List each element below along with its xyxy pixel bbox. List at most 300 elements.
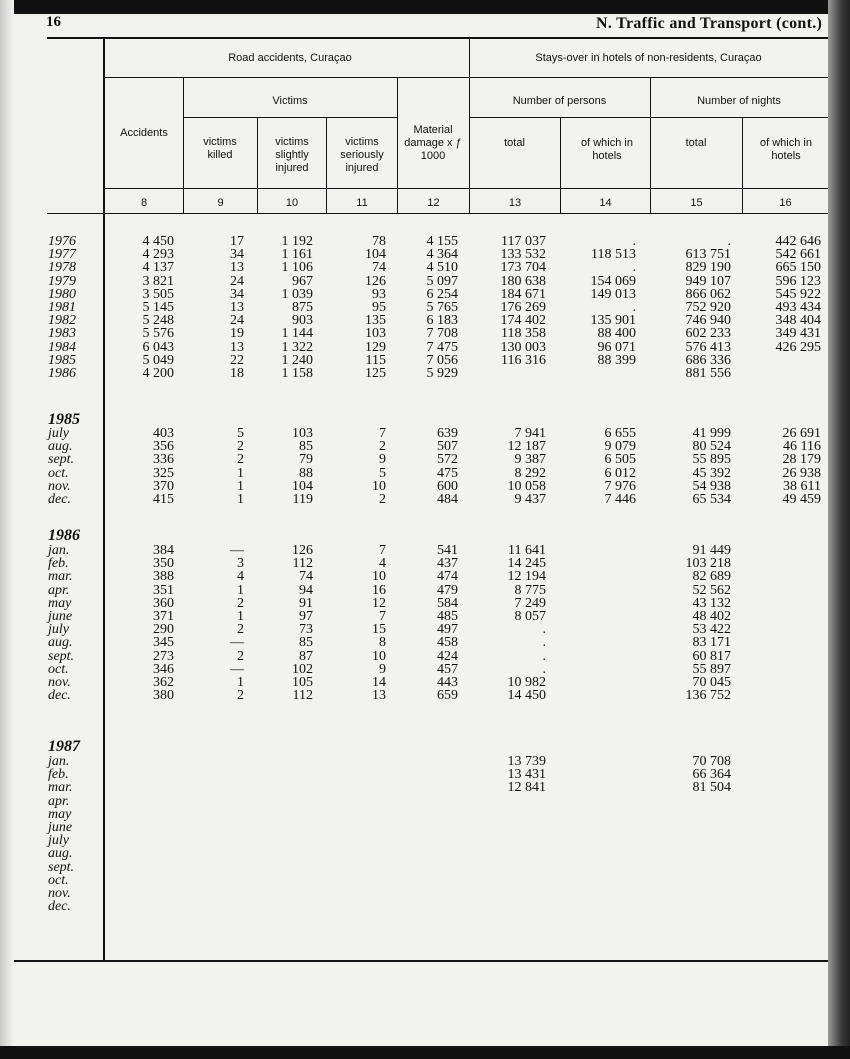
cell-nights-hotels: 426 295 <box>775 339 821 355</box>
cell-seriously-injured: 7 <box>379 426 386 441</box>
cell-nights-hotels: 596 123 <box>775 273 821 289</box>
year-heading-1985: 1985 <box>48 411 80 428</box>
cell-persons-hotels: 6 505 <box>604 452 636 468</box>
cell-nights-total: 54 938 <box>692 478 731 494</box>
cell-persons-total: 117 037 <box>501 234 546 249</box>
cell-damage: 5 097 <box>426 273 458 289</box>
cell-killed: 24 <box>230 273 244 289</box>
cell-persons-hotels: 149 013 <box>590 286 636 302</box>
cell-persons-total: 11 641 <box>508 543 546 558</box>
cell-nights-hotels: 46 116 <box>783 439 821 455</box>
row-label: july <box>48 833 69 849</box>
cell-persons-total: 13 431 <box>507 767 546 783</box>
cell-persons-total: 14 245 <box>507 556 546 572</box>
cell-nights-total: 83 171 <box>692 635 731 651</box>
column-number: 12 <box>427 197 440 209</box>
scan-right-edge <box>828 0 850 1059</box>
cell-killed: 1 <box>237 478 244 494</box>
cell-accidents: 3 505 <box>142 286 174 302</box>
cell-seriously-injured: 4 <box>379 556 386 572</box>
cell-killed: 1 <box>237 582 244 598</box>
cell-killed: 34 <box>230 247 244 263</box>
cell-accidents: 5 248 <box>142 313 174 329</box>
cell-damage: 5 765 <box>426 300 458 315</box>
cell-nights-total: 81 504 <box>692 780 731 796</box>
cell-accidents: 356 <box>153 439 174 455</box>
cell-persons-total: 180 638 <box>500 273 546 289</box>
cell-accidents: 290 <box>153 622 174 638</box>
cell-killed: 22 <box>230 352 244 368</box>
header-material-damage: Material damage x ƒ 1000 <box>404 124 462 162</box>
cell-persons-hotels: 118 513 <box>591 247 636 263</box>
cell-damage: 6 254 <box>426 286 458 302</box>
cell-slightly-injured: 94 <box>299 582 313 598</box>
column-number: 10 <box>285 197 299 209</box>
cell-nights-total: 70 708 <box>692 754 731 769</box>
cell-persons-hotels: . <box>632 234 636 249</box>
row-label: may <box>48 806 72 822</box>
cell-accidents: 360 <box>153 595 174 611</box>
row-label: apr. <box>48 793 70 809</box>
cell-persons-hotels: . <box>632 260 636 276</box>
cell-slightly-injured: 1 144 <box>281 326 313 342</box>
page-number: 16 <box>46 14 61 30</box>
cell-killed: 1 <box>237 609 244 624</box>
cell-persons-hotels: 7 976 <box>604 478 636 494</box>
header-victims: Victims <box>272 95 308 107</box>
row-label: aug. <box>48 439 73 455</box>
cell-accidents: 4 293 <box>142 247 174 263</box>
cell-damage: 7 056 <box>426 352 458 368</box>
header-accidents: Accidents <box>120 127 168 139</box>
cell-persons-hotels: 135 901 <box>590 313 636 329</box>
cell-damage: 541 <box>437 543 458 558</box>
cell-persons-hotels: 9 079 <box>604 439 636 455</box>
cell-persons-total: . <box>542 648 546 664</box>
column-number: 8 <box>140 197 148 209</box>
cell-seriously-injured: 13 <box>372 688 386 704</box>
cell-accidents: 6 043 <box>142 339 174 355</box>
cell-persons-total: 12 841 <box>507 780 546 796</box>
cell-killed: 2 <box>237 688 244 704</box>
row-label: sept. <box>48 859 75 875</box>
row-label: mar. <box>48 780 73 796</box>
cell-persons-hotels: 88 399 <box>597 352 636 368</box>
cell-persons-total: 10 982 <box>507 675 546 690</box>
cell-accidents: 388 <box>153 569 174 585</box>
cell-nights-hotels: 493 434 <box>775 300 821 315</box>
cell-nights-total: 53 422 <box>692 622 731 638</box>
row-label: june <box>48 820 73 835</box>
cell-slightly-injured: 102 <box>292 661 313 677</box>
cell-killed: 2 <box>237 622 244 638</box>
cell-slightly-injured: 1 322 <box>281 339 313 355</box>
row-label: 1980 <box>48 286 76 302</box>
cell-nights-hotels: 26 691 <box>782 426 821 441</box>
cell-persons-hotels: 154 069 <box>590 273 636 289</box>
cell-persons-total: 9 387 <box>514 452 546 468</box>
cell-slightly-injured: 1 106 <box>281 260 313 276</box>
row-label: 1982 <box>48 313 76 329</box>
column-number: 13 <box>508 197 522 209</box>
cell-damage: 497 <box>437 622 458 638</box>
cell-seriously-injured: 5 <box>379 465 386 481</box>
row-label: feb. <box>48 767 69 783</box>
cell-seriously-injured: 115 <box>365 352 386 368</box>
row-label: july <box>48 426 69 441</box>
cell-persons-total: 133 532 <box>500 247 546 263</box>
header-nights: Number of nights <box>697 95 781 107</box>
cell-killed: 19 <box>230 326 244 342</box>
cell-nights-hotels: 542 661 <box>775 247 821 263</box>
cell-nights-total: 866 062 <box>685 286 731 302</box>
row-label: apr. <box>48 582 70 598</box>
row-label: dec. <box>48 492 71 507</box>
cell-slightly-injured: 903 <box>292 313 313 329</box>
cell-slightly-injured: 103 <box>292 426 313 441</box>
row-label: nov. <box>48 886 71 901</box>
cell-killed: 2 <box>237 439 244 455</box>
cell-nights-total: 881 556 <box>685 366 731 381</box>
row-label: oct. <box>48 661 69 677</box>
cell-killed: — <box>230 543 244 558</box>
scan-bottom-border <box>0 1046 850 1059</box>
cell-seriously-injured: 95 <box>372 300 386 315</box>
cell-slightly-injured: 119 <box>292 492 313 507</box>
group-rule <box>104 77 828 78</box>
row-label: oct. <box>48 872 69 888</box>
cell-accidents: 380 <box>153 688 174 704</box>
cell-accidents: 351 <box>153 582 174 598</box>
cell-persons-hotels: 6 655 <box>604 426 636 441</box>
cell-slightly-injured: 85 <box>299 439 313 455</box>
cell-persons-total: 10 058 <box>507 478 546 494</box>
row-label: 1984 <box>48 339 76 355</box>
cell-nights-hotels: 38 611 <box>783 478 821 494</box>
cell-seriously-injured: 8 <box>379 635 386 651</box>
cell-persons-total: 8 057 <box>514 609 546 624</box>
cell-accidents: 5 576 <box>142 326 174 342</box>
cell-damage: 458 <box>437 635 458 651</box>
cell-nights-total: 48 402 <box>692 609 731 624</box>
cell-persons-total: 13 739 <box>507 754 546 769</box>
row-label: 1976 <box>48 234 76 249</box>
cell-persons-total: 173 704 <box>500 260 546 276</box>
cell-slightly-injured: 1 158 <box>281 366 313 381</box>
cell-seriously-injured: 103 <box>365 326 386 342</box>
header-top-rule <box>47 37 828 39</box>
column-number: 11 <box>356 197 368 209</box>
cell-killed: 17 <box>230 234 244 249</box>
cell-persons-total: . <box>542 635 546 651</box>
row-label: sept. <box>48 452 75 468</box>
column-number: 16 <box>779 197 792 209</box>
cell-damage: 474 <box>437 569 458 585</box>
cell-nights-hotels: 49 459 <box>782 492 821 507</box>
cell-seriously-injured: 125 <box>365 366 386 381</box>
cell-accidents: 4 137 <box>142 260 174 276</box>
cell-damage: 443 <box>437 675 458 690</box>
scan-top-border <box>0 0 850 14</box>
stub-rule <box>103 37 105 961</box>
row-label: nov. <box>48 478 71 494</box>
column-number: 14 <box>599 197 612 209</box>
cell-damage: 5 929 <box>426 366 458 381</box>
column-number: 15 <box>690 197 703 209</box>
cell-seriously-injured: 10 <box>372 478 386 494</box>
cell-persons-hotels: . <box>632 300 636 315</box>
row-label: aug. <box>48 846 73 862</box>
cell-accidents: 362 <box>153 675 174 690</box>
cell-damage: 639 <box>437 426 458 441</box>
cell-damage: 4 155 <box>426 234 458 249</box>
cell-nights-total: 80 524 <box>692 439 731 455</box>
cell-persons-total: 116 316 <box>501 352 546 368</box>
row-label: jan. <box>48 754 70 769</box>
row-label: 1986 <box>48 366 76 381</box>
cell-slightly-injured: 104 <box>292 478 313 494</box>
cell-damage: 424 <box>437 648 458 664</box>
cell-seriously-injured: 78 <box>372 234 386 249</box>
cell-seriously-injured: 7 <box>379 609 386 624</box>
cell-killed: 1 <box>237 675 244 690</box>
colnum-rule <box>104 188 828 189</box>
cell-seriously-injured: 104 <box>365 247 386 263</box>
cell-accidents: 325 <box>153 465 174 481</box>
cell-killed: 2 <box>237 452 244 468</box>
cell-slightly-injured: 1 039 <box>281 286 313 302</box>
header-bottom-rule <box>47 213 828 214</box>
cell-seriously-injured: 129 <box>365 339 386 355</box>
cell-nights-hotels: 545 922 <box>775 286 821 302</box>
cell-nights-total: 65 534 <box>692 492 731 507</box>
cell-killed: 1 <box>237 465 244 481</box>
cell-killed: 1 <box>237 492 244 507</box>
cell-slightly-injured: 88 <box>299 465 313 481</box>
cell-damage: 584 <box>437 595 458 611</box>
cell-seriously-injured: 9 <box>379 452 386 468</box>
cell-seriously-injured: 74 <box>372 260 386 276</box>
cell-accidents: 336 <box>153 452 174 468</box>
cell-nights-total: 45 392 <box>692 465 731 481</box>
cell-nights-total: 43 132 <box>692 595 731 611</box>
cell-nights-total: 752 920 <box>685 300 731 315</box>
cell-persons-total: 184 671 <box>500 286 546 302</box>
cell-slightly-injured: 1 161 <box>281 247 313 263</box>
cell-nights-total: 576 413 <box>685 339 731 355</box>
cell-nights-total: 103 218 <box>685 556 731 572</box>
cell-persons-hotels: 6 012 <box>604 465 636 481</box>
cell-slightly-injured: 91 <box>299 595 313 611</box>
cell-seriously-injured: 7 <box>379 543 386 558</box>
cell-slightly-injured: 112 <box>292 556 313 572</box>
cell-killed: 34 <box>230 286 244 302</box>
hotels-sub-rule <box>469 117 828 118</box>
cell-slightly-injured: 97 <box>299 609 313 624</box>
cell-nights-total: 52 562 <box>692 582 731 598</box>
cell-nights-total: 55 895 <box>692 452 731 468</box>
header-persons: Number of persons <box>512 95 607 107</box>
header-slightly-injured: victims slightly injured <box>275 136 309 174</box>
cell-killed: — <box>230 661 244 677</box>
row-label: june <box>48 609 73 624</box>
cell-seriously-injured: 2 <box>379 439 386 455</box>
cell-seriously-injured: 135 <box>365 313 386 329</box>
cell-persons-total: 8 292 <box>514 465 546 481</box>
cell-slightly-injured: 105 <box>292 675 313 690</box>
year-heading-1986: 1986 <box>48 527 80 544</box>
cell-seriously-injured: 16 <box>372 582 386 598</box>
cell-nights-hotels: 28 179 <box>782 452 821 468</box>
cell-nights-hotels: 26 938 <box>782 465 821 481</box>
cell-persons-total: 14 450 <box>507 688 546 704</box>
cell-accidents: 4 200 <box>142 366 174 381</box>
cell-nights-total: . <box>727 234 731 249</box>
cell-nights-total: 60 817 <box>692 648 731 664</box>
header-seriously-injured: victims seriously injured <box>340 136 384 174</box>
cell-killed: — <box>230 635 244 651</box>
cell-killed: 13 <box>230 260 244 276</box>
cell-nights-total: 70 045 <box>692 675 731 690</box>
cell-damage: 4 364 <box>426 247 458 263</box>
cell-nights-total: 91 449 <box>692 543 731 558</box>
header-persons-total: total <box>504 137 525 149</box>
cell-nights-total: 41 999 <box>692 426 731 441</box>
cell-damage: 7 475 <box>426 339 458 355</box>
cell-killed: 2 <box>237 595 244 611</box>
row-label: 1981 <box>48 300 76 315</box>
cell-persons-hotels: 88 400 <box>597 326 636 342</box>
cell-persons-total: . <box>542 622 546 638</box>
cell-damage: 7 708 <box>426 326 458 342</box>
cell-killed: 13 <box>230 339 244 355</box>
cell-persons-total: 12 187 <box>507 439 546 455</box>
cell-killed: 3 <box>237 556 244 572</box>
cell-damage: 479 <box>437 582 458 598</box>
cell-persons-total: 8 775 <box>514 582 546 598</box>
cell-killed: 24 <box>230 313 244 329</box>
row-label: aug. <box>48 635 73 651</box>
row-label: 1978 <box>48 260 76 276</box>
cell-accidents: 3 821 <box>142 273 174 289</box>
cell-slightly-injured: 126 <box>292 543 313 558</box>
cell-killed: 5 <box>237 426 244 441</box>
cell-killed: 13 <box>230 300 244 315</box>
cell-seriously-injured: 15 <box>372 622 386 638</box>
cell-damage: 659 <box>437 688 458 704</box>
cell-accidents: 384 <box>153 543 174 558</box>
cell-damage: 485 <box>437 609 458 624</box>
cell-persons-total: 174 402 <box>500 313 546 329</box>
cell-damage: 437 <box>437 556 458 572</box>
header-hotel-stays: Stays-over in hotels of non-residents, Curaçao <box>535 52 762 64</box>
cell-nights-total: 613 751 <box>685 247 731 263</box>
header-nights-hotels: of which in hotels <box>760 137 812 162</box>
header-killed: victims killed <box>203 136 237 161</box>
cell-persons-total: 9 437 <box>514 492 546 507</box>
cell-nights-total: 55 897 <box>692 661 731 677</box>
cell-accidents: 4 450 <box>142 234 174 249</box>
cell-nights-total: 829 190 <box>685 260 731 276</box>
cell-nights-hotels: 348 404 <box>775 313 821 329</box>
cell-damage: 6 183 <box>426 313 458 329</box>
header-nights-total: total <box>685 137 707 149</box>
header-road-accidents: Road accidents, Curaçao <box>228 52 352 64</box>
col-rule-damage <box>397 77 398 213</box>
cell-damage: 484 <box>437 492 458 507</box>
cell-accidents: 403 <box>153 426 174 441</box>
cell-slightly-injured: 967 <box>292 273 313 289</box>
cell-slightly-injured: 79 <box>299 452 313 468</box>
cell-nights-hotels: 349 431 <box>775 326 821 342</box>
row-label: 1977 <box>48 247 76 263</box>
cell-seriously-injured: 14 <box>372 675 386 690</box>
cell-damage: 457 <box>437 661 458 677</box>
cell-seriously-injured: 10 <box>372 569 386 585</box>
cell-seriously-injured: 126 <box>365 273 386 289</box>
cell-nights-hotels: 442 646 <box>775 234 821 249</box>
cell-persons-total: 118 358 <box>501 326 546 342</box>
cell-persons-total: 12 194 <box>507 569 546 585</box>
cell-slightly-injured: 1 240 <box>281 352 313 368</box>
cell-damage: 572 <box>437 452 458 468</box>
cell-seriously-injured: 93 <box>372 286 386 302</box>
cell-nights-total: 949 107 <box>685 273 731 289</box>
cell-nights-hotels: 665 150 <box>775 260 821 276</box>
cell-damage: 600 <box>437 478 458 494</box>
cell-persons-total: 7 249 <box>514 595 546 611</box>
cell-seriously-injured: 10 <box>372 648 386 664</box>
column-number: 9 <box>217 197 224 209</box>
header-persons-hotels: of which in hotels <box>581 137 633 162</box>
cell-slightly-injured: 85 <box>299 635 313 651</box>
cell-accidents: 415 <box>153 492 174 507</box>
cell-accidents: 350 <box>153 556 174 572</box>
row-label: jan. <box>48 543 70 558</box>
cell-accidents: 370 <box>153 478 174 494</box>
cell-slightly-injured: 87 <box>299 648 313 664</box>
cell-damage: 507 <box>437 439 458 455</box>
row-label: oct. <box>48 465 69 481</box>
cell-persons-hotels: 96 071 <box>597 339 636 355</box>
cell-nights-total: 746 940 <box>685 313 731 329</box>
row-label: 1983 <box>48 326 76 342</box>
cell-accidents: 371 <box>153 609 174 624</box>
year-heading-1987: 1987 <box>48 738 80 755</box>
cell-persons-total: . <box>542 661 546 677</box>
table-bottom-rule <box>14 960 828 962</box>
cell-slightly-injured: 73 <box>299 622 313 638</box>
cell-persons-hotels: 7 446 <box>604 492 636 507</box>
cell-slightly-injured: 1 192 <box>281 234 313 249</box>
cell-slightly-injured: 74 <box>299 569 313 585</box>
cell-killed: 2 <box>237 648 244 664</box>
row-label: dec. <box>48 899 71 915</box>
cell-killed: 18 <box>230 366 244 381</box>
cell-persons-total: 7 941 <box>514 426 546 441</box>
cell-nights-total: 602 233 <box>685 326 731 342</box>
cell-seriously-injured: 2 <box>379 492 386 507</box>
running-head: N. Traffic and Transport (cont.) <box>596 15 823 32</box>
cell-accidents: 5 049 <box>142 352 174 368</box>
cell-persons-total: 176 269 <box>500 300 546 315</box>
cell-accidents: 5 145 <box>142 300 174 315</box>
cell-nights-total: 136 752 <box>685 688 731 704</box>
cell-accidents: 346 <box>153 661 174 677</box>
cell-damage: 475 <box>437 465 458 481</box>
row-label: july <box>48 622 69 638</box>
cell-seriously-injured: 9 <box>379 661 386 677</box>
